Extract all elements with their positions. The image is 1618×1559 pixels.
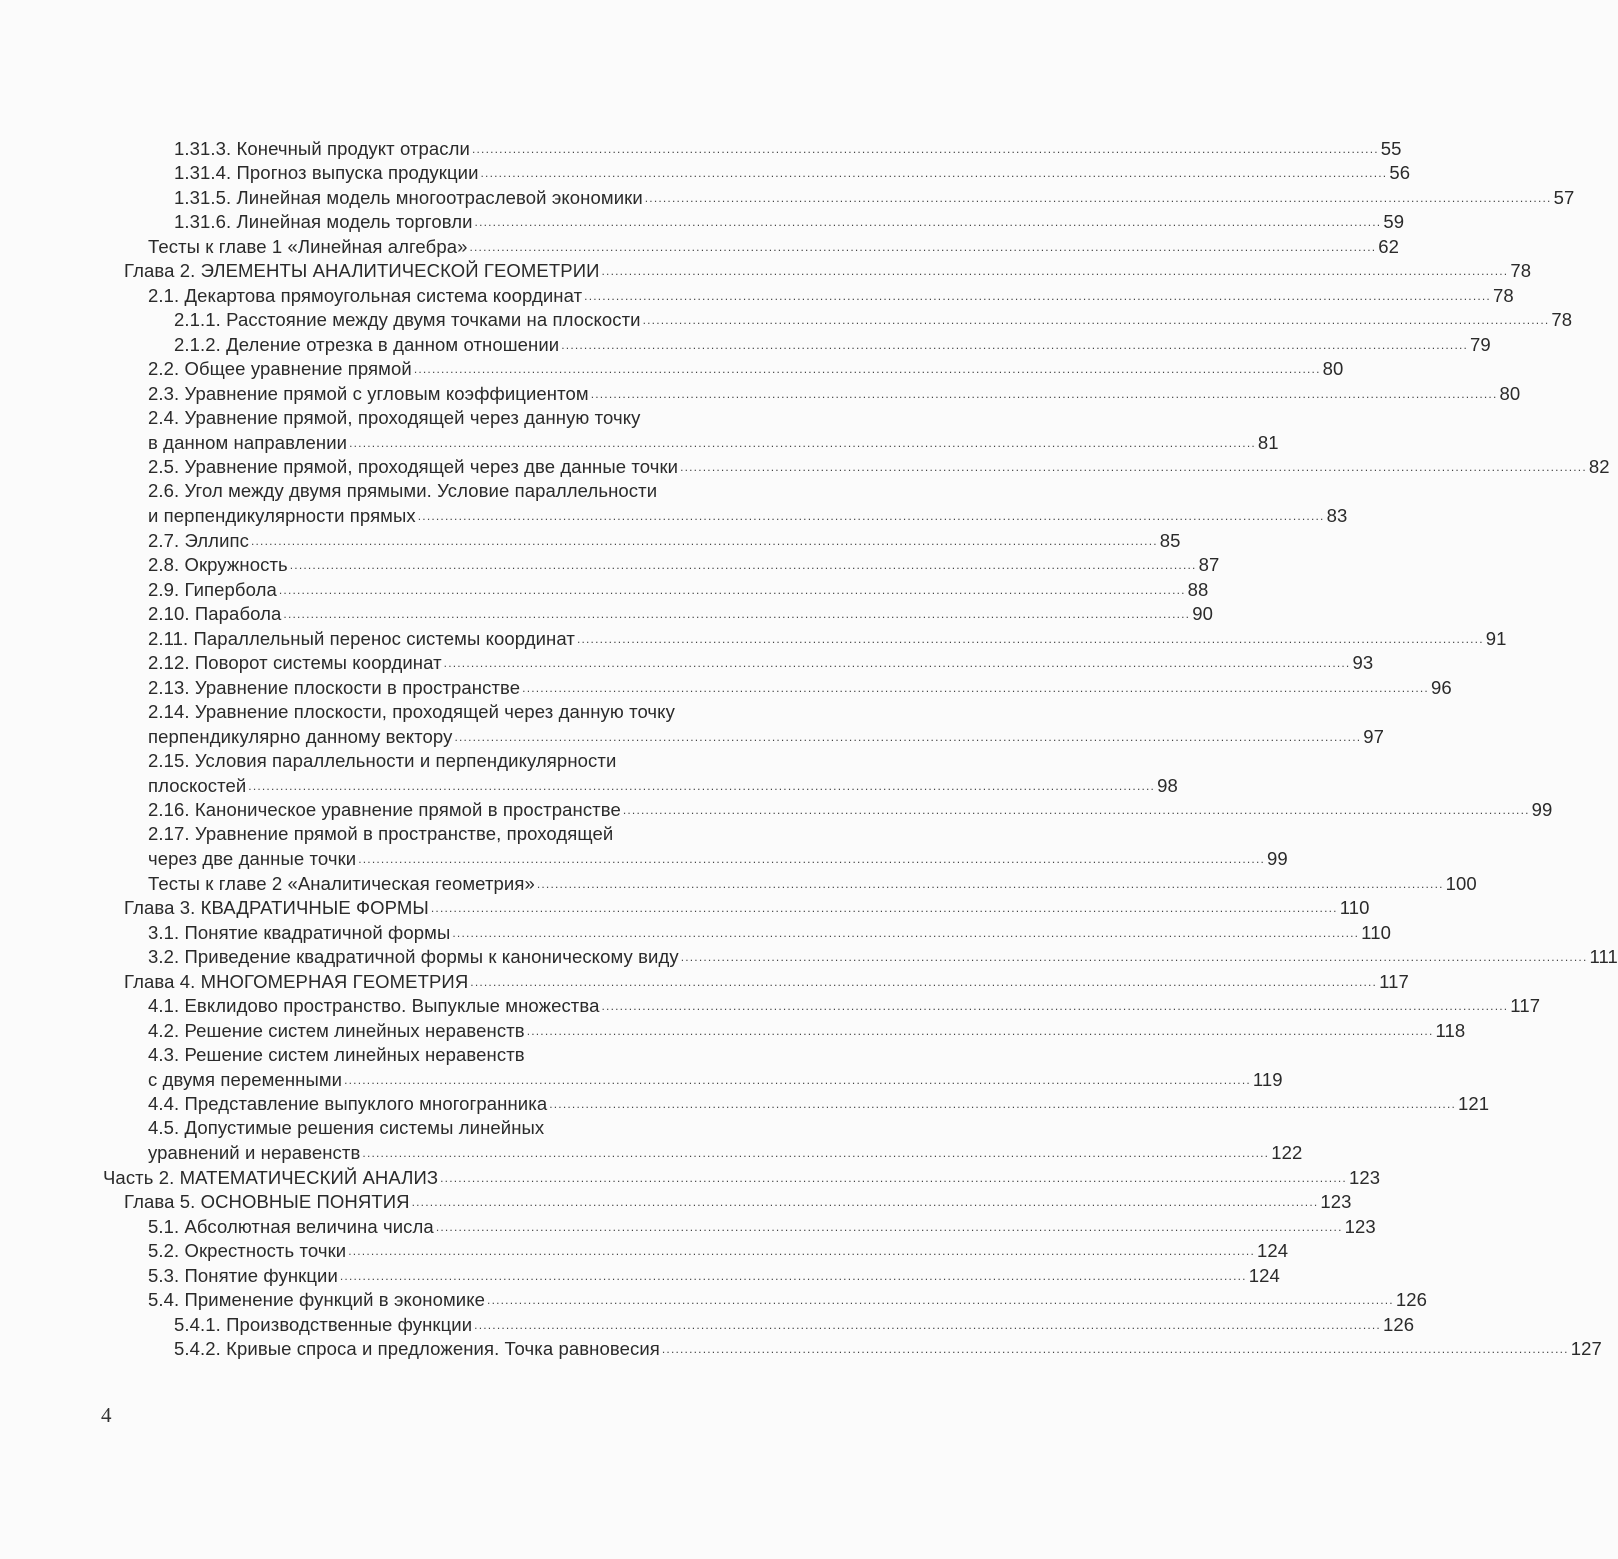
toc-entry-page: 85 <box>1159 529 1181 551</box>
toc-entry-page: 99 <box>1267 848 1288 869</box>
toc-entry-line <box>0 479 1000 504</box>
toc-entry-page: 118 <box>1435 1019 1466 1041</box>
toc-entry-title: Глава 4. МНОГОМЕРНАЯ ГЕОМЕТРИЯ <box>124 970 469 992</box>
toc-entry-title: 1.31.3. Конечный продукт отрасли <box>174 137 470 159</box>
toc-entry <box>0 798 1553 823</box>
toc-entry-page: 110 <box>1339 897 1370 918</box>
toc-entry <box>0 1263 1280 1288</box>
toc-entry <box>0 1337 1602 1362</box>
toc-entry-page: 91 <box>1485 627 1507 649</box>
toc-entry <box>0 871 1477 896</box>
toc-entry-title: 2.1. Декартова прямоугольная система координат <box>148 284 583 306</box>
toc-entry-title: 2.3. Уравнение прямой с угловым коэффициентом <box>148 382 589 404</box>
toc-entry <box>0 210 1405 235</box>
toc-entry-page: 56 <box>1389 162 1411 183</box>
dot-leader: ........................................................................................................................................................................................................ <box>289 558 1197 572</box>
toc-entry-title-continuation: уравнений и неравенств <box>148 1142 361 1163</box>
toc-entry <box>0 283 1514 308</box>
toc-entry-line <box>0 700 1000 725</box>
toc-entry-title: 2.16. Каноническое уравнение прямой в пространстве <box>148 799 621 820</box>
toc-entry-title: 2.14. Уравнение плоскости, проходящей через данную точку <box>148 700 675 722</box>
dot-leader: ........................................................................................................................................................................................................ <box>283 607 1191 621</box>
toc-entry-page: 123 <box>1348 1166 1381 1188</box>
toc-entry <box>0 1092 1490 1117</box>
toc-entry-title-continuation: перпендикулярно данному вектору <box>148 725 453 747</box>
toc-entry <box>0 945 1618 970</box>
dot-leader: ........................................................................................................................................................................................................ <box>480 166 1388 180</box>
toc-entry-title: 2.17. Уравнение прямой в пространстве, проходящей <box>148 823 614 844</box>
dot-leader: ........................................................................................................................................................................................................ <box>349 435 1256 450</box>
toc-entry <box>0 1312 1415 1337</box>
dot-leader: ........................................................................................................................................................................................................ <box>536 876 1444 891</box>
dot-leader: ........................................................................................................................................................................................................ <box>248 778 1156 793</box>
toc-entry-page: 81 <box>1257 431 1279 453</box>
toc-entry <box>0 675 1452 700</box>
toc-entry-page: 83 <box>1326 505 1348 526</box>
toc-entry <box>0 1190 1352 1215</box>
toc-entry-title: 2.13. Уравнение плоскости в пространстве <box>148 676 521 698</box>
toc-entry <box>0 455 1610 480</box>
toc-entry-title: 2.12. Поворот системы координат <box>148 652 442 673</box>
toc-entry-line <box>0 822 1000 847</box>
toc-entry-page: 119 <box>1252 1068 1283 1090</box>
toc-entry-title: 5.2. Окрестность точки <box>148 1240 347 1261</box>
toc-entry <box>0 308 1573 333</box>
toc-entry-page: 87 <box>1198 554 1220 575</box>
toc-entry-page: 57 <box>1553 186 1575 208</box>
toc-entry-page: 98 <box>1157 774 1178 796</box>
toc-entry-line <box>0 1116 1000 1141</box>
dot-leader: ........................................................................................................................................................................................................ <box>549 1097 1457 1111</box>
dot-leader: ........................................................................................................................................................................................................ <box>362 1146 1270 1160</box>
toc-entry-title: 2.2. Общее уравнение прямой <box>148 358 412 379</box>
toc-entry-title: 5.4.1. Производственные функции <box>174 1313 473 1335</box>
toc-entry-line <box>0 749 1000 774</box>
toc-entry <box>0 651 1374 676</box>
toc-entry <box>0 1288 1428 1313</box>
dot-leader: ........................................................................................................................................................................................................ <box>522 680 1429 695</box>
toc-entry-title: 2.10. Парабола <box>148 603 282 624</box>
dot-leader: ........................................................................................................................................................................................................ <box>344 1072 1251 1087</box>
dot-leader: ........................................................................................................................................................................................................ <box>430 901 1338 915</box>
table-of-contents <box>0 136 1618 1361</box>
toc-entry-title-continuation: плоскостей <box>148 774 247 796</box>
toc-entry-page: 96 <box>1430 676 1452 698</box>
toc-entry-title: Часть 2. МАТЕМАТИЧЕСКИЙ АНАЛИЗ <box>103 1166 439 1188</box>
dot-leader: ........................................................................................................................................................................................................ <box>278 582 1186 597</box>
toc-entry-title-continuation: с двумя переменными <box>148 1068 343 1090</box>
dot-leader: ........................................................................................................................................................................................................ <box>471 141 1379 156</box>
toc-entry-page: 121 <box>1458 1093 1490 1114</box>
dot-leader: ........................................................................................................................................................................................................ <box>642 313 1550 327</box>
toc-entry-title-continuation: через две данные точки <box>148 848 357 869</box>
toc-entry-title: 4.5. Допустимые решения системы линейных <box>148 1117 545 1138</box>
toc-entry-title: 5.3. Понятие функции <box>148 1264 338 1286</box>
toc-entry-title: 2.8. Окружность <box>148 554 288 575</box>
dot-leader: ........................................................................................................................................................................................................ <box>348 1244 1255 1258</box>
toc-entry-page: 122 <box>1271 1142 1303 1163</box>
toc-entry-title: 5.4. Применение функций в экономике <box>148 1289 486 1310</box>
dot-leader: ........................................................................................................................................................................................................ <box>339 1268 1247 1283</box>
toc-entry <box>0 1018 1466 1043</box>
toc-entry-title: 2.6. Угол между двумя прямыми. Условие параллельности <box>148 480 658 501</box>
toc-entry-page: 123 <box>1344 1215 1376 1237</box>
dot-leader: ........................................................................................................................................................................................................ <box>417 509 1325 523</box>
toc-entry-page: 55 <box>1380 137 1402 159</box>
toc-entry-page: 127 <box>1570 1338 1602 1359</box>
dot-leader: ........................................................................................................................................................................................................ <box>358 852 1266 866</box>
toc-entry <box>0 185 1575 210</box>
toc-entry <box>0 553 1220 578</box>
toc-entry-page: 110 <box>1361 921 1391 943</box>
dot-leader: ........................................................................................................................................................................................................ <box>474 215 1382 229</box>
toc-entry-page: 78 <box>1551 309 1573 330</box>
dot-leader: ........................................................................................................................................................................................................ <box>470 974 1378 989</box>
dot-leader: ........................................................................................................................................................................................................ <box>576 631 1484 646</box>
toc-entry <box>0 847 1288 872</box>
toc-entry-title: 3.1. Понятие квадратичной формы <box>148 921 451 943</box>
toc-entry-title: 2.1.2. Деление отрезка в данном отношении <box>174 333 560 355</box>
dot-leader: ........................................................................................................................................................................................................ <box>601 264 1509 278</box>
toc-entry-title: Тесты к главе 2 «Аналитическая геометрия» <box>148 872 535 894</box>
toc-entry-title: Глава 3. КВАДРАТИЧНЫЕ ФОРМЫ <box>124 897 429 918</box>
dot-leader: ........................................................................................................................................................................................................ <box>590 386 1498 401</box>
toc-entry-title: 4.2. Решение систем линейных неравенств <box>148 1019 525 1041</box>
toc-entry-title: Глава 2. ЭЛЕМЕНТЫ АНАЛИТИЧЕСКОЙ ГЕОМЕТРИИ <box>124 260 600 281</box>
toc-entry <box>0 773 1178 798</box>
toc-entry <box>0 577 1209 602</box>
dot-leader: ........................................................................................................................................................................................................ <box>601 999 1509 1013</box>
toc-entry-page: 90 <box>1192 603 1213 624</box>
toc-entry <box>0 724 1385 749</box>
dot-leader: ........................................................................................................................................................................................................ <box>584 288 1491 303</box>
toc-entry <box>0 1067 1283 1092</box>
toc-entry-page: 78 <box>1492 284 1514 306</box>
dot-leader: ........................................................................................................................................................................................................ <box>469 239 1377 254</box>
toc-entry-title-continuation: и перпендикулярности прямых <box>148 505 416 526</box>
toc-entry-title-continuation: в данном направлении <box>148 431 348 453</box>
toc-entry-title: 4.1. Евклидово пространство. Выпуклые множества <box>148 995 600 1016</box>
toc-entry <box>0 357 1344 382</box>
dot-leader: ........................................................................................................................................................................................................ <box>435 1219 1343 1234</box>
toc-entry-page: 126 <box>1382 1313 1415 1335</box>
dot-leader: ........................................................................................................................................................................................................ <box>526 1023 1434 1038</box>
toc-entry-page: 111 <box>1589 946 1618 967</box>
toc-entry <box>0 1141 1303 1166</box>
toc-entry <box>0 504 1348 529</box>
toc-entry <box>0 602 1213 627</box>
dot-leader: ........................................................................................................................................................................................................ <box>644 190 1552 205</box>
toc-entry <box>0 994 1541 1019</box>
toc-entry-page: 78 <box>1510 260 1532 281</box>
toc-entry-page: 123 <box>1320 1191 1352 1212</box>
toc-entry-page: 93 <box>1352 652 1374 673</box>
toc-entry <box>0 161 1411 186</box>
toc-entry-title: 1.31.6. Линейная модель торговли <box>174 211 473 232</box>
toc-entry <box>0 259 1532 284</box>
toc-entry-page: 99 <box>1531 799 1553 820</box>
toc-entry <box>0 430 1279 455</box>
toc-entry <box>0 1214 1376 1239</box>
toc-entry-title: 4.4. Представление выпуклого многогранника <box>148 1093 548 1114</box>
toc-entry <box>0 1239 1289 1264</box>
dot-leader: ........................................................................................................................................................................................................ <box>454 729 1362 744</box>
toc-entry-title: 3.2. Приведение квадратичной формы к каноническому виду <box>148 946 679 967</box>
toc-entry <box>0 920 1391 945</box>
dot-leader: ........................................................................................................................................................................................................ <box>561 337 1469 352</box>
dot-leader: ........................................................................................................................................................................................................ <box>474 1317 1381 1332</box>
toc-entry-page: 117 <box>1379 970 1409 992</box>
toc-entry-page: 88 <box>1187 578 1209 600</box>
dot-leader: ........................................................................................................................................................................................................ <box>413 362 1321 376</box>
toc-entry <box>0 528 1181 553</box>
toc-entry-page: 97 <box>1363 725 1385 747</box>
toc-entry-title: 5.4.2. Кривые спроса и предложения. Точка равновесия <box>174 1338 660 1359</box>
toc-entry <box>0 896 1370 921</box>
toc-entry-title: 5.1. Абсолютная величина числа <box>148 1215 434 1237</box>
toc-entry-title: 2.11. Параллельный перенос системы координат <box>148 627 575 649</box>
toc-entry-page: 126 <box>1395 1289 1428 1310</box>
toc-entry-title: 2.5. Уравнение прямой, проходящей через две данные точки <box>148 456 679 477</box>
toc-entry-title: 2.15. Условия параллельности и перпендикулярности <box>148 749 617 771</box>
dot-leader: ........................................................................................................................................................................................................ <box>680 950 1588 964</box>
toc-entry-title: 1.31.4. Прогноз выпуска продукции <box>174 162 479 183</box>
toc-entry <box>0 1165 1381 1190</box>
toc-entry-title: 2.7. Эллипс <box>148 529 249 551</box>
toc-entry-line <box>0 1043 1000 1068</box>
dot-leader: ........................................................................................................................................................................................................ <box>452 925 1360 940</box>
dot-leader: ........................................................................................................................................................................................................ <box>411 1195 1319 1209</box>
toc-entry-page: 117 <box>1510 995 1541 1016</box>
page-number: 4 <box>101 1403 112 1427</box>
dot-leader: ........................................................................................................................................................................................................ <box>622 803 1530 817</box>
toc-entry-title: 2.4. Уравнение прямой, проходящей через данную точку <box>148 406 641 428</box>
toc-entry-page: 79 <box>1470 333 1491 355</box>
toc-entry <box>0 626 1507 651</box>
toc-entry-title: 1.31.5. Линейная модель многоотраслевой экономики <box>174 186 643 208</box>
dot-leader: ........................................................................................................................................................................................................ <box>250 533 1158 548</box>
toc-entry <box>0 969 1409 994</box>
toc-entry-page: 80 <box>1322 358 1344 379</box>
toc-entry-title: Глава 5. ОСНОВНЫЕ ПОНЯТИЯ <box>124 1191 410 1212</box>
toc-entry <box>0 332 1491 357</box>
dot-leader: ........................................................................................................................................................................................................ <box>440 1170 1347 1185</box>
toc-entry-page: 100 <box>1445 872 1477 894</box>
toc-entry-page: 124 <box>1257 1240 1289 1261</box>
toc-entry-title: Тесты к главе 1 «Линейная алгебра» <box>148 235 468 257</box>
toc-entry-page: 124 <box>1248 1264 1280 1286</box>
toc-entry <box>0 234 1400 259</box>
toc-entry-page: 82 <box>1588 456 1610 477</box>
toc-entry <box>0 136 1402 161</box>
toc-entry-page: 62 <box>1378 235 1400 257</box>
dot-leader: ........................................................................................................................................................................................................ <box>487 1293 1394 1307</box>
toc-entry-title: 2.1.1. Расстояние между двумя точками на плоскости <box>174 309 641 330</box>
toc-entry-title: 2.9. Гипербола <box>148 578 277 600</box>
toc-entry-page: 59 <box>1383 211 1405 232</box>
dot-leader: ........................................................................................................................................................................................................ <box>661 1342 1569 1356</box>
toc-entry-line <box>0 406 1000 431</box>
dot-leader: ........................................................................................................................................................................................................ <box>680 460 1587 474</box>
toc-entry-title: 4.3. Решение систем линейных неравенств <box>148 1043 525 1065</box>
toc-entry <box>0 381 1521 406</box>
toc-entry-page: 80 <box>1499 382 1521 404</box>
dot-leader: ........................................................................................................................................................................................................ <box>443 656 1351 670</box>
